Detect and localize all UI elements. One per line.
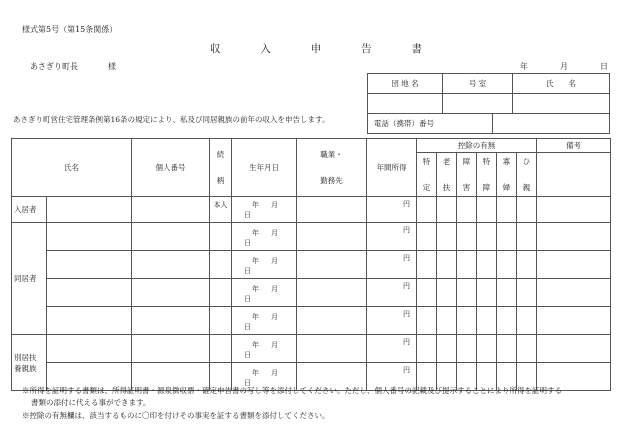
deduction-checkbox[interactable] bbox=[417, 197, 437, 223]
dob-month-label: 月 bbox=[271, 369, 278, 377]
income-field[interactable]: 円 bbox=[367, 363, 417, 391]
header-relation-char: 続 bbox=[216, 150, 225, 159]
row-label-dependent bbox=[12, 335, 47, 391]
date-year: 年 bbox=[520, 62, 528, 71]
occupation-field[interactable] bbox=[297, 197, 367, 223]
deduction-checkbox[interactable] bbox=[457, 335, 477, 363]
note-income-proof-cont: 書類の添付に代える事ができます。 bbox=[31, 398, 151, 407]
note-deduction: ※控除の有無欄は、該当するものに〇印を付けその事実を証する書類を添付してください。 bbox=[22, 411, 330, 420]
deduction-checkbox[interactable] bbox=[477, 251, 497, 279]
income-field[interactable]: 円 bbox=[367, 279, 417, 307]
table-row bbox=[12, 223, 611, 251]
danchi-label: 団 地 名 bbox=[368, 74, 443, 94]
applicant-name-field[interactable] bbox=[513, 94, 610, 114]
income-field[interactable]: 円 bbox=[367, 335, 417, 363]
table-row bbox=[12, 251, 611, 279]
row-label-cohabitant: 同居者 bbox=[12, 223, 47, 335]
submission-date bbox=[520, 61, 608, 72]
phone-field[interactable] bbox=[493, 114, 610, 134]
dob-field[interactable] bbox=[232, 223, 297, 251]
dob-year-label: 年 bbox=[252, 229, 259, 237]
deduction-checkbox[interactable] bbox=[477, 223, 497, 251]
deduction-checkbox[interactable] bbox=[457, 197, 477, 223]
remarks-field[interactable] bbox=[537, 335, 611, 363]
dob-month-label: 月 bbox=[271, 341, 278, 349]
header-remarks: 備考 bbox=[537, 139, 611, 153]
deduction-char: 定 bbox=[422, 183, 431, 192]
dob-field[interactable] bbox=[232, 335, 297, 363]
remarks-field[interactable] bbox=[537, 223, 611, 251]
header-deduction-2 bbox=[437, 153, 457, 197]
row-label-dependent-line: 別居扶 bbox=[14, 352, 37, 362]
name-field[interactable] bbox=[47, 223, 132, 251]
page-title bbox=[210, 41, 422, 56]
deduction-checkbox[interactable] bbox=[457, 279, 477, 307]
table-row bbox=[12, 197, 611, 223]
addressee-name: あさぎり町長 bbox=[30, 62, 78, 71]
header-occupation-line: 職業・ bbox=[320, 150, 343, 159]
occupation-field[interactable] bbox=[297, 279, 367, 307]
individual-number-field[interactable] bbox=[132, 197, 210, 223]
deduction-char: 障 bbox=[482, 183, 491, 192]
name-field[interactable] bbox=[47, 335, 132, 363]
deduction-checkbox[interactable] bbox=[497, 251, 517, 279]
relation-field[interactable] bbox=[210, 251, 232, 279]
income-field[interactable]: 円 bbox=[367, 251, 417, 279]
applicant-box bbox=[367, 73, 610, 134]
deduction-checkbox[interactable] bbox=[457, 223, 477, 251]
deduction-checkbox[interactable] bbox=[517, 251, 537, 279]
dob-day-label: 日 bbox=[244, 295, 251, 303]
income-table bbox=[11, 138, 611, 391]
deduction-checkbox[interactable] bbox=[517, 335, 537, 363]
name-field[interactable] bbox=[47, 251, 132, 279]
dob-day-label: 日 bbox=[244, 351, 251, 359]
relation-field[interactable] bbox=[210, 223, 232, 251]
remarks-field[interactable] bbox=[537, 197, 611, 223]
remarks-field[interactable] bbox=[537, 279, 611, 307]
relation-field[interactable] bbox=[210, 279, 232, 307]
danchi-field[interactable] bbox=[368, 94, 443, 114]
header-dob: 生年月日 bbox=[232, 139, 297, 197]
deduction-checkbox[interactable] bbox=[477, 279, 497, 307]
deduction-checkbox[interactable] bbox=[417, 223, 437, 251]
deduction-char: 婦 bbox=[502, 183, 511, 192]
deduction-checkbox[interactable] bbox=[497, 307, 517, 335]
name-field[interactable] bbox=[47, 197, 132, 223]
occupation-field[interactable] bbox=[297, 251, 367, 279]
occupation-field[interactable] bbox=[297, 335, 367, 363]
occupation-field[interactable] bbox=[297, 223, 367, 251]
date-day: 日 bbox=[600, 62, 608, 71]
relation-field[interactable] bbox=[210, 335, 232, 363]
dob-month-label: 月 bbox=[271, 285, 278, 293]
title-char: 収 bbox=[210, 43, 221, 55]
deduction-char: 扶 bbox=[442, 183, 451, 192]
deduction-checkbox[interactable] bbox=[497, 197, 517, 223]
remarks-field[interactable] bbox=[537, 251, 611, 279]
dob-year-label: 年 bbox=[252, 257, 259, 265]
form-number: 様式第5号（第15条関係） bbox=[22, 25, 118, 34]
dob-year-label: 年 bbox=[252, 341, 259, 349]
name-field[interactable] bbox=[47, 307, 132, 335]
relation-field[interactable] bbox=[210, 307, 232, 335]
individual-number-field[interactable] bbox=[132, 223, 210, 251]
income-field[interactable]: 円 bbox=[367, 223, 417, 251]
deduction-char: 障 bbox=[462, 157, 471, 166]
note-income-proof: ※所得を証明する書類は、所得証明書・源泉徴収票・確定申告書の写し等を添付してください。ただし、個人番号の記載及び提示することにより所得を証明する bbox=[22, 386, 562, 395]
header-deduction-3 bbox=[457, 153, 477, 197]
dob-field[interactable] bbox=[232, 251, 297, 279]
header-deduction-1 bbox=[417, 153, 437, 197]
deduction-checkbox[interactable] bbox=[417, 335, 437, 363]
header-individual-number: 個人番号 bbox=[132, 139, 210, 197]
deduction-checkbox[interactable] bbox=[517, 279, 537, 307]
remarks-field[interactable] bbox=[537, 307, 611, 335]
deduction-checkbox[interactable] bbox=[477, 307, 497, 335]
dob-field[interactable] bbox=[232, 197, 297, 223]
dob-day-label: 日 bbox=[244, 267, 251, 275]
row-label-resident: 入居者 bbox=[12, 197, 47, 223]
deduction-checkbox[interactable] bbox=[477, 335, 497, 363]
deduction-char: ひ bbox=[522, 157, 531, 166]
header-occupation-line: 勤務先 bbox=[320, 176, 343, 185]
declaration-text: あさぎり町営住宅管理条例第16条の規定により、私及び同居親族の前年の収入を申告します。 bbox=[13, 115, 330, 124]
deduction-checkbox[interactable] bbox=[497, 279, 517, 307]
deduction-checkbox[interactable] bbox=[497, 335, 517, 363]
deduction-checkbox[interactable] bbox=[417, 279, 437, 307]
table-row bbox=[12, 307, 611, 335]
header-deduction-6 bbox=[517, 153, 537, 197]
deduction-char: 害 bbox=[462, 183, 471, 192]
remarks-header-blank bbox=[537, 153, 611, 197]
dob-year-label: 年 bbox=[252, 201, 259, 209]
name-field[interactable] bbox=[47, 279, 132, 307]
dob-month-label: 月 bbox=[271, 229, 278, 237]
individual-number-field[interactable] bbox=[132, 335, 210, 363]
deduction-checkbox[interactable] bbox=[417, 307, 437, 335]
relation-field[interactable]: 本人 bbox=[210, 197, 232, 223]
occupation-field[interactable] bbox=[297, 307, 367, 335]
room-label: 号 室 bbox=[443, 74, 513, 94]
deduction-checkbox[interactable] bbox=[517, 197, 537, 223]
deduction-checkbox[interactable] bbox=[437, 335, 457, 363]
dob-field[interactable] bbox=[232, 279, 297, 307]
deduction-checkbox[interactable] bbox=[437, 251, 457, 279]
deduction-checkbox[interactable] bbox=[457, 251, 477, 279]
dob-day-label: 日 bbox=[244, 211, 251, 219]
table-row bbox=[12, 279, 611, 307]
deduction-char: 特 bbox=[482, 157, 491, 166]
title-char: 書 bbox=[411, 43, 422, 55]
title-char: 申 bbox=[310, 43, 322, 55]
individual-number-field[interactable] bbox=[132, 279, 210, 307]
income-field[interactable]: 円 bbox=[367, 307, 417, 335]
deduction-checkbox[interactable] bbox=[437, 197, 457, 223]
dob-month-label: 月 bbox=[271, 313, 278, 321]
header-occupation bbox=[297, 139, 367, 197]
header-deduction-group: 控除の有無 bbox=[417, 139, 537, 153]
dob-year-label: 年 bbox=[252, 285, 259, 293]
table-row bbox=[12, 335, 611, 363]
deduction-checkbox[interactable] bbox=[437, 307, 457, 335]
dob-month-label: 月 bbox=[271, 257, 278, 265]
header-deduction-5 bbox=[497, 153, 517, 197]
addressee-suffix: 様 bbox=[108, 62, 116, 71]
header-relation-char: 柄 bbox=[216, 176, 225, 185]
deduction-checkbox[interactable] bbox=[437, 279, 457, 307]
income-field[interactable]: 円 bbox=[367, 197, 417, 223]
header-relation bbox=[210, 139, 232, 197]
row-label-dependent-line: 養親族 bbox=[14, 363, 37, 373]
dob-day-label: 日 bbox=[244, 239, 251, 247]
date-month: 月 bbox=[560, 62, 568, 71]
title-char: 入 bbox=[260, 43, 271, 55]
dob-field[interactable] bbox=[232, 307, 297, 335]
deduction-char: 寡 bbox=[502, 157, 511, 166]
dob-year-label: 年 bbox=[252, 369, 259, 377]
dob-month-label: 月 bbox=[271, 201, 278, 209]
dob-day-label: 日 bbox=[244, 323, 251, 331]
header-annual-income: 年間所得 bbox=[367, 139, 417, 197]
deduction-char: 親 bbox=[522, 183, 531, 192]
deduction-checkbox[interactable] bbox=[517, 307, 537, 335]
deduction-checkbox[interactable] bbox=[497, 223, 517, 251]
deduction-checkbox[interactable] bbox=[457, 307, 477, 335]
phone-label: 電話（携帯）番号 bbox=[368, 114, 493, 134]
addressee bbox=[30, 61, 116, 72]
header-deduction-4 bbox=[477, 153, 497, 197]
deduction-checkbox[interactable] bbox=[417, 251, 437, 279]
deduction-checkbox[interactable] bbox=[517, 223, 537, 251]
deduction-checkbox[interactable] bbox=[477, 197, 497, 223]
dob-year-label: 年 bbox=[252, 313, 259, 321]
name-label: 氏 名 bbox=[513, 74, 610, 94]
deduction-char: 特 bbox=[422, 157, 431, 166]
deduction-checkbox[interactable] bbox=[437, 223, 457, 251]
room-field[interactable] bbox=[443, 94, 513, 114]
deduction-char: 老 bbox=[442, 157, 451, 166]
individual-number-field[interactable] bbox=[132, 307, 210, 335]
title-char: 告 bbox=[361, 43, 372, 55]
header-name: 氏名 bbox=[12, 139, 132, 197]
individual-number-field[interactable] bbox=[132, 251, 210, 279]
dob-day-label: 日 bbox=[244, 379, 251, 387]
